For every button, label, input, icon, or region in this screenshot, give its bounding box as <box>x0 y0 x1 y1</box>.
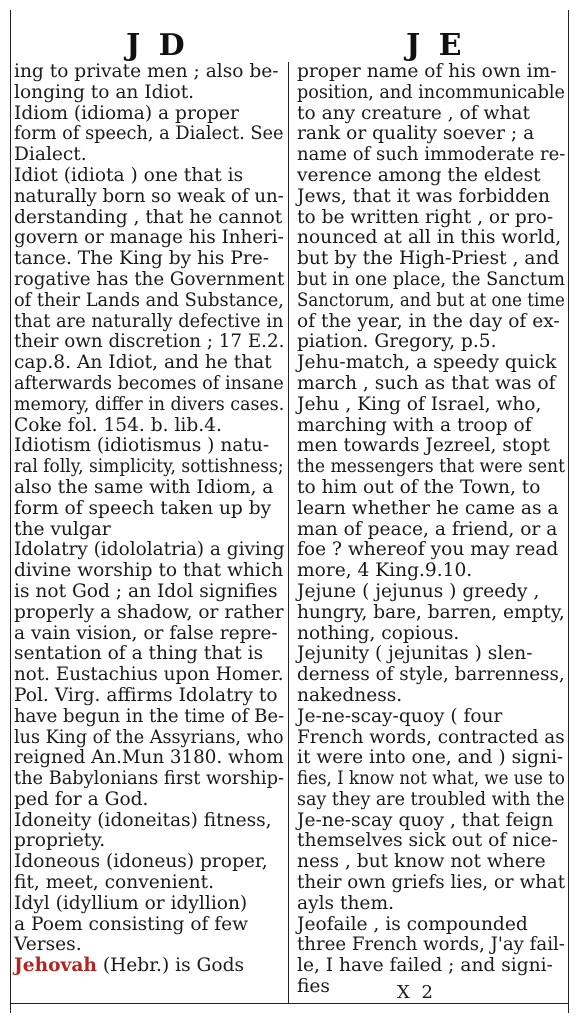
text-line: Idiom (idioma) a proper <box>14 102 239 124</box>
text-line: verence among the eldest <box>297 164 541 186</box>
text-line: Verses. <box>14 934 82 956</box>
text-line: afterwards becomes of insane <box>14 372 284 394</box>
text-line: of the year, in the day of ex- <box>297 310 560 332</box>
text-line: marching with a troop of <box>297 414 532 436</box>
text-line: nounced at all in this world, <box>297 227 562 249</box>
text-line: their own discretion ; 17 E.2. <box>14 331 285 353</box>
bottom-border-rule <box>10 1003 569 1004</box>
left-column <box>14 62 284 977</box>
headword-jehovah: Jehovah <box>14 955 97 977</box>
text-line: to him out of the Town, to <box>297 476 541 498</box>
text-line: hungry, bare, barren, empty, <box>297 601 565 623</box>
text-line: the vulgar <box>14 518 111 540</box>
text-line: the messengers that were sent <box>297 456 565 478</box>
text-line: name of such immoderate re- <box>297 144 566 166</box>
text-line: Idyl (idyllium or idyllion) <box>14 892 248 914</box>
text-line: ayls them. <box>297 892 394 914</box>
text-line: of their Lands and Substance, <box>14 289 284 311</box>
text-line: to any creature , of what <box>297 102 530 124</box>
text-line: learn whether he came as a <box>297 497 559 519</box>
text-line: that are naturally defective in <box>14 310 284 332</box>
text-line: Je-ne-scay quoy , that feign <box>297 809 554 831</box>
text-line: tance. The King by his Pre- <box>14 248 270 270</box>
text-line: more, 4 King.9.10. <box>297 560 473 582</box>
text-line: the Babylonians first worship- <box>14 768 284 790</box>
text-line: not. Eustachius upon Homer. <box>14 664 284 686</box>
text-line: memory, differ in divers cases. <box>14 393 285 415</box>
text-line: derness of style, barrenness, <box>297 664 565 686</box>
text-line: men towards Jezreel, stopt <box>297 435 550 457</box>
text-line: Jeofaile , is compounded <box>297 913 528 935</box>
text-line: fit, meet, convenient. <box>14 872 215 894</box>
signature-mark: X 2 <box>397 982 436 1003</box>
text-line: nakedness. <box>297 684 403 706</box>
text-line: Coke fol. 154. b. lib.4. <box>14 414 222 436</box>
text-line: le, I have failed ; and signi- <box>297 955 553 977</box>
text-line: foe ? whereof you may read <box>297 539 559 561</box>
text-line: piation. Gregory, p.5. <box>297 331 497 353</box>
text-line: propriety. <box>14 830 106 852</box>
text-line: say they are troubled with the <box>297 788 565 810</box>
text-line: Jehu-match, a speedy quick <box>297 352 557 374</box>
left-running-head: J D <box>126 28 189 63</box>
text-line: Idolatry (idololatria) a giving <box>14 539 285 561</box>
text-line: Jehovah (Hebr.) is Gods <box>14 955 245 977</box>
text-line: Idoneity (idoneitas) fitness, <box>14 809 272 831</box>
text-line: themselves sick out of nice- <box>297 830 558 852</box>
text-line: Dialect. <box>14 144 87 166</box>
text-line: but in one place, the Sanctum <box>297 268 566 290</box>
text-line: Jews, that it was forbidden <box>297 185 551 207</box>
text-line: govern or manage his Inheri- <box>14 227 284 249</box>
text-line: position, and incommunicable <box>297 81 565 103</box>
text-line: ing to private men ; also be- <box>14 61 279 82</box>
text-line: Jejune ( jejunus ) greedy , <box>297 580 540 602</box>
text-line: nothing, copious. <box>297 622 460 644</box>
text-line: cap.8. An Idiot, and he that <box>14 352 272 374</box>
text-line: rogative has the Government <box>14 268 285 290</box>
text-line: properly a shadow, or rather <box>14 601 284 623</box>
text-line: Idiotism (idiotismus ) natu- <box>14 435 270 457</box>
text-line: longing to an Idiot. <box>14 81 195 103</box>
left-border-rule <box>10 10 11 1013</box>
text-line: have begun in the time of Be- <box>14 705 285 727</box>
text-line: a vain vision, or false repre- <box>14 622 278 644</box>
right-border-rule <box>568 10 569 1013</box>
column-divider-rule <box>288 62 289 1004</box>
text-line: is not God ; an Idol signifies <box>14 580 278 602</box>
text-line: Idiot (idiota ) one that is <box>14 164 244 186</box>
text-line: three French words, J'ay fail- <box>297 934 565 956</box>
text-line: it were into one, and ) signi- <box>297 747 564 769</box>
text-line: reigned An.Mun 3180. whom <box>14 747 284 769</box>
text-line: their own griefs lies, or what <box>297 872 566 894</box>
text-line: proper name of his own im- <box>297 61 557 82</box>
text-line: fies, I know not what, we use to <box>297 768 565 790</box>
text-line: march , such as that was of <box>297 372 556 394</box>
text-line: Je-ne-scay-quoy ( four <box>297 705 503 727</box>
text-line: Jehu , King of Israel, who, <box>297 393 542 415</box>
text-line: also the same with Idiom, a <box>14 476 274 498</box>
text-line: French words, contracted as <box>297 726 565 748</box>
right-column <box>297 62 565 998</box>
right-running-head: J E <box>406 28 466 63</box>
text-line: Sanctorum, and but at one time <box>297 289 565 311</box>
text-line: Jejunity ( jejunitas ) slen- <box>297 643 533 665</box>
text-line: Pol. Virg. affirms Idolatry to <box>14 684 278 706</box>
text-line: man of peace, a friend, or a <box>297 518 558 540</box>
text-line: fies <box>297 976 330 998</box>
text-line: naturally born so weak of un- <box>14 185 284 207</box>
text-line: divine worship to that which <box>14 560 284 582</box>
text-line: Idoneous (idoneus) proper, <box>14 851 268 873</box>
text-line: lus King of the Assyrians, who <box>14 726 284 748</box>
text-line: derstanding , that he cannot <box>14 206 283 228</box>
text-line: a Poem consisting of few <box>14 913 249 935</box>
text-line: form of speech, a Dialect. See <box>14 123 284 145</box>
text-line: ness , but know not where <box>297 851 546 873</box>
text-line: form of speech taken up by <box>14 497 272 519</box>
text-line: to be written right , or pro- <box>297 206 554 228</box>
text-line: rank or quality soever ; a <box>297 123 535 145</box>
text-line: but by the High-Priest , and <box>297 248 560 270</box>
text-line: sentation of a thing that is <box>14 643 264 665</box>
text-line: ped for a God. <box>14 788 149 810</box>
text-line: ral folly, simplicity, sottishness; <box>14 456 284 478</box>
